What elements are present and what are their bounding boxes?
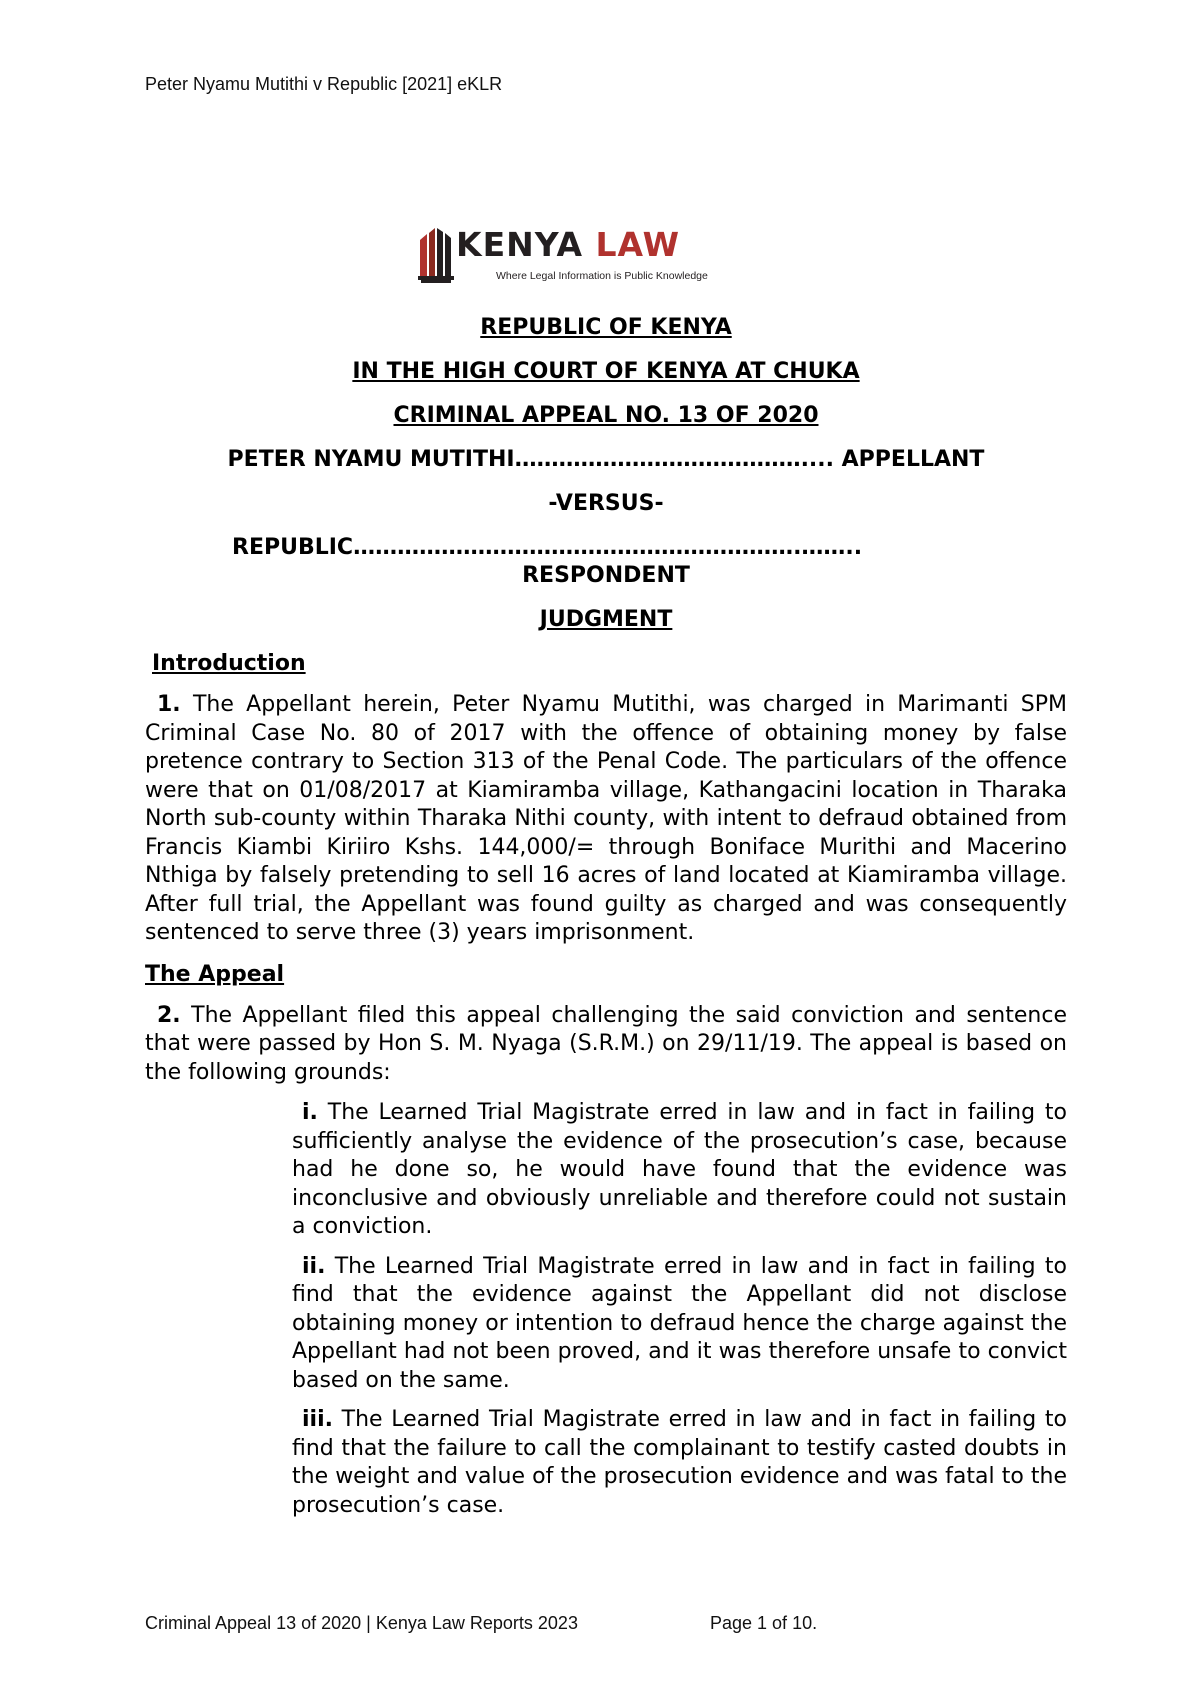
paragraph-number: 2. xyxy=(157,1002,181,1028)
paragraph-text: The Appellant herein, Peter Nyamu Mutithi, was charged in Marimanti SPM Criminal Case No. 80 of 2017 with the offence of obtaining money by false pretence contrary to Section 313 of the Penal Code. The particulars of the offence were that on 01/08/2017 at Kiamiramba village, Kathangacini location in Tharaka North sub-county within Tharaka Nithi county, with intent to defraud obtained from Francis Kiambi Kiriiro Kshs. 144,000/= through Boniface Murithi and Macerino Nthiga by falsely pretending to sell 16 acres of land located at Kiamiramba village. After full trial, the Appellant was found guilty as charged and was consequently sentenced to serve three (3) years imprisonment. xyxy=(145,692,1067,945)
ground-number: ii. xyxy=(302,1253,326,1279)
ground-text: The Learned Trial Magistrate erred in law and in fact in failing to sufficiently analyse the evidence of the prosecution’s case, because had he done so, he would have found that the evidence was inconclusive and obviously unreliable and therefore could not sustain a conviction. xyxy=(292,1100,1067,1239)
ground-number: iii. xyxy=(302,1407,333,1432)
kenya-law-logo xyxy=(418,224,728,288)
pillars-icon xyxy=(418,226,454,284)
paragraph-number: 1. xyxy=(157,692,181,717)
footer-citation: Criminal Appeal 13 of 2020 | Kenya Law Reports 2023 xyxy=(145,1613,578,1633)
ground-item xyxy=(292,1099,1067,1242)
logo-tagline: Where Legal Information is Public Knowledge xyxy=(496,270,708,282)
appellant-line: PETER NYAMU MUTITHI………………………………….... APPELLANT xyxy=(227,447,985,472)
judgment-title: JUDGMENT xyxy=(539,607,673,632)
paragraph-text: The Appellant filed this appeal challenging the said conviction and sentence that were passed by Hon S. M. Nyaga (S.R.M.) on 29/11/19. The appeal is based on the following grounds: xyxy=(145,1002,1067,1085)
running-footer xyxy=(145,1613,818,1634)
versus-line: -VERSUS- xyxy=(548,491,664,516)
ground-number: i. xyxy=(302,1100,318,1125)
page-number: Page 1 of 10. xyxy=(710,1613,818,1633)
court-heading: IN THE HIGH COURT OF KENYA AT CHUKA xyxy=(352,359,860,384)
paragraph-1 xyxy=(145,691,1067,948)
respondent-line: REPUBLIC…………………………………………………….…….. xyxy=(232,535,863,560)
paragraph-2 xyxy=(145,1002,1067,1088)
parties-block xyxy=(145,445,1067,591)
introduction-heading: Introduction xyxy=(152,651,306,676)
ground-item xyxy=(292,1253,1067,1396)
respondent-role: RESPONDENT xyxy=(522,563,690,588)
grounds-list xyxy=(145,1099,1067,1520)
appeal-heading: The Appeal xyxy=(145,961,285,987)
logo-wordmark: KENYA LAW xyxy=(456,225,681,264)
ground-text: The Learned Trial Magistrate erred in law and in fact in failing to find that the failure to call the complainant to testify casted doubts in the weight and value of the prosecution evidence and was fatal to the prosecution’s case. xyxy=(292,1407,1067,1518)
running-header: Peter Nyamu Mutithi v Republic [2021] eKLR xyxy=(145,74,503,94)
ground-item xyxy=(292,1406,1067,1520)
document-body xyxy=(145,313,1067,1531)
ground-text: The Learned Trial Magistrate erred in law and in fact in failing to find that the evidence against the Appellant did not disclose obtaining money or intention to defraud hence the charge against the Appellant had not been proved, and it was therefore unsafe to convict based on the same. xyxy=(292,1253,1067,1393)
case-number: CRIMINAL APPEAL NO. 13 OF 2020 xyxy=(393,403,819,428)
republic-heading: REPUBLIC OF KENYA xyxy=(480,315,732,340)
